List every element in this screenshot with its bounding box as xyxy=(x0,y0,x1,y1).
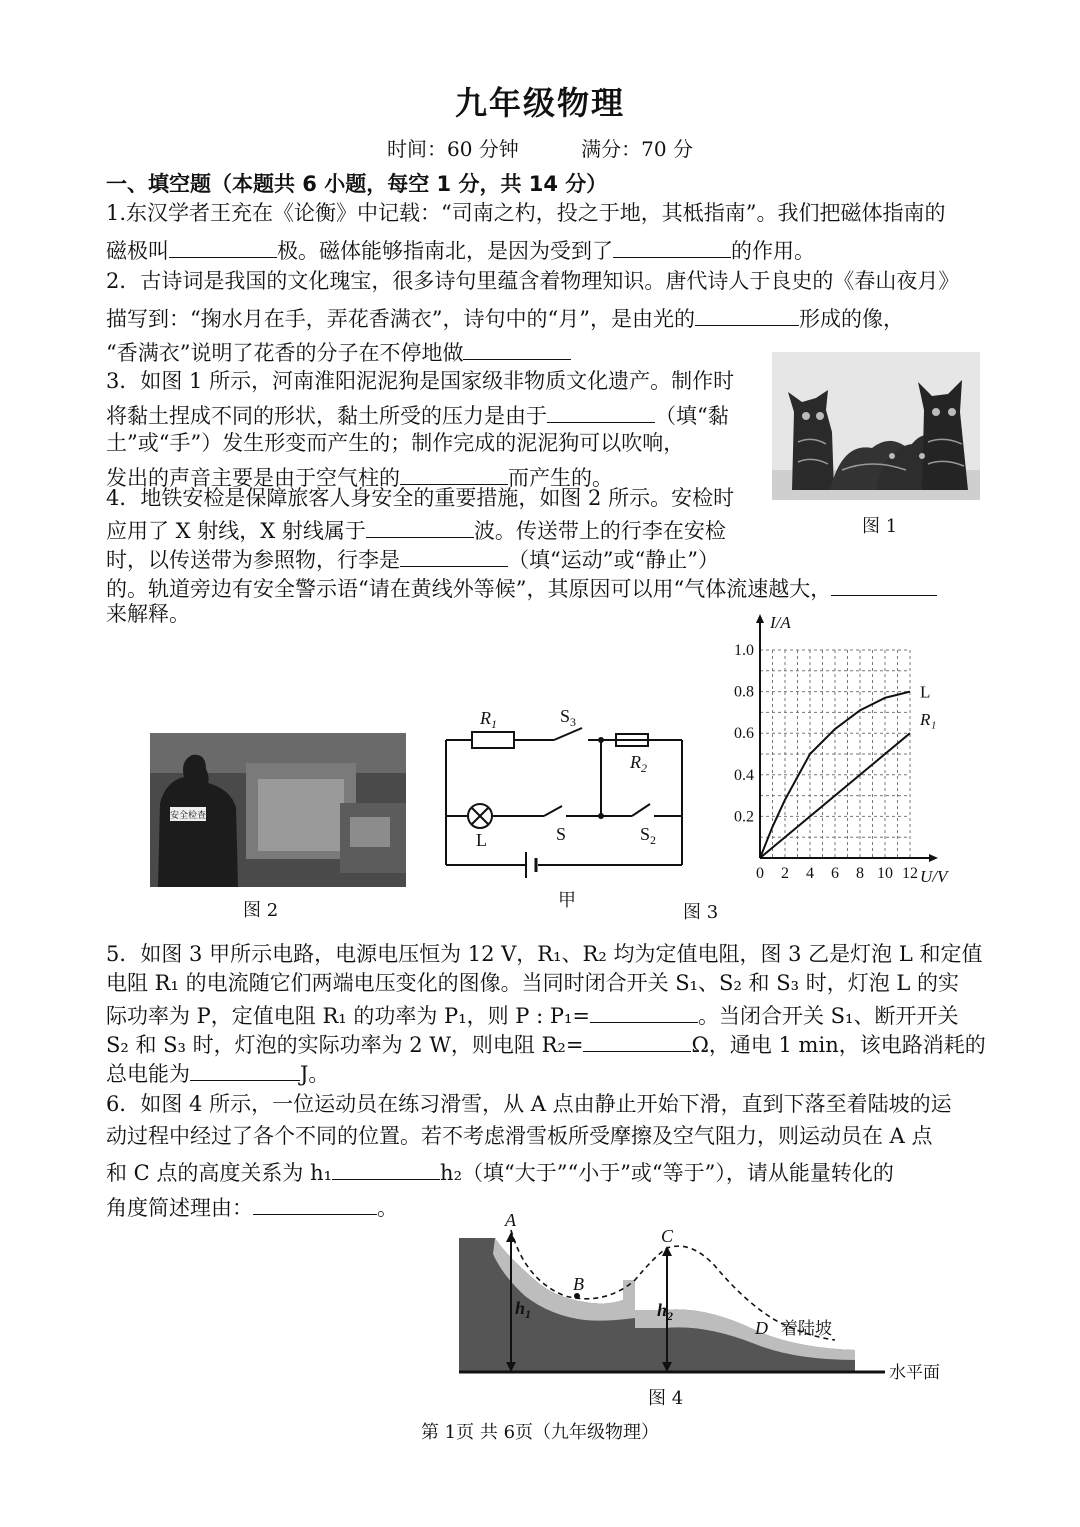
figure-4-caption: 图 4 xyxy=(648,1388,684,1409)
x-tick-label: 10 xyxy=(877,865,893,882)
label-r2-sub: 2 xyxy=(641,761,647,775)
q6-blank1[interactable] xyxy=(332,1157,440,1180)
label-h1: h xyxy=(515,1298,526,1318)
q4-line2 xyxy=(106,515,726,544)
q4-line1: 4．地铁安检是保障旅客人身安全的重要措施，如图 2 所示。安检时 xyxy=(106,486,735,510)
q6-text-b: h₂（填“大于”“小于”或“等于”），请从能量转化的 xyxy=(440,1161,894,1186)
q3-blank2[interactable] xyxy=(400,462,508,485)
label-h2-sub: 2 xyxy=(667,1309,674,1323)
y-axis-label: I/A xyxy=(770,613,791,632)
series-label-lamp: L xyxy=(920,682,931,702)
q3-text-b: （填“黏 xyxy=(655,404,729,429)
point-b: B xyxy=(573,1274,584,1294)
q4-blank3[interactable] xyxy=(831,573,937,596)
q5-blank1[interactable] xyxy=(590,1000,698,1023)
ski-slope-diagram xyxy=(455,1210,975,1385)
q1-line2 xyxy=(106,235,815,264)
q1-line1: 1.东汉学者王充在《论衡》中记载：“司南之杓，投之于地，其柢指南”。我们把磁体指南的 xyxy=(106,201,946,225)
point-a: A xyxy=(505,1210,516,1230)
label-s3: S xyxy=(560,706,571,726)
q4-blank1[interactable] xyxy=(366,515,474,538)
q4-line5: 来解释。 xyxy=(106,602,190,626)
q4-text-c: 时，以传送带为参照物，行李是 xyxy=(106,548,400,573)
label-s2-sub: 2 xyxy=(650,833,657,847)
label-r2: R xyxy=(630,752,641,772)
label-s2: S xyxy=(640,824,651,844)
q5-text-f: J。 xyxy=(300,1062,330,1087)
figure-1-photo xyxy=(772,352,980,500)
q3-line1: 3．如图 1 所示，河南淮阳泥泥狗是国家级非物质文化遗产。制作时 xyxy=(106,369,735,393)
svg-text:R2 xyxy=(629,752,647,775)
clay-dog-figurines xyxy=(772,352,980,500)
iu-graph xyxy=(720,610,960,900)
page-footer: 第 1页 共 6页（九年级物理） xyxy=(420,1422,660,1443)
q2-text-b: 形成的像， xyxy=(798,307,904,332)
q4-line3 xyxy=(106,544,719,573)
q2-line3 xyxy=(106,337,571,366)
page-title: 九年级物理 xyxy=(454,84,625,122)
q6-blank2[interactable] xyxy=(253,1192,377,1215)
y-tick-label: 0.4 xyxy=(734,766,754,784)
q1-blank2[interactable] xyxy=(613,235,731,258)
q2-blank2[interactable] xyxy=(463,337,571,360)
label-h1-sub: 1 xyxy=(525,1307,532,1321)
x-tick-label: 12 xyxy=(902,865,918,882)
q4-line4 xyxy=(106,573,937,602)
x-axis-label: U/V xyxy=(920,867,948,886)
svg-text:S3 xyxy=(560,706,576,729)
figure-2-photo xyxy=(150,733,406,887)
label-lamp: L xyxy=(476,830,487,850)
q4-text-b: 波。传送带上的行李在安检 xyxy=(473,519,726,544)
q3-text-c: 发出的声音主要是由于空气柱的 xyxy=(106,466,400,491)
point-c: C xyxy=(661,1226,674,1246)
security-check-scene xyxy=(150,733,406,887)
q5-line2: 电阻 R₁ 的电流随它们两端电压变化的图像。当同时闭合开关 S₁、S₂ 和 S₃ 时，灯泡 L 的实 xyxy=(106,971,959,995)
q6-line2: 动过程中经过了各个不同的位置。若不考虑滑雪板所受摩擦及空气阻力，则运动员在 A 点 xyxy=(106,1124,933,1148)
q2-line2 xyxy=(106,303,904,332)
figure-3-sub-a: 甲 xyxy=(558,890,576,911)
label-r1: R xyxy=(480,708,491,728)
y-tick-label: 0.2 xyxy=(734,808,754,826)
section-heading: 一、填空题（本题共 6 小题，每空 1 分，共 14 分） xyxy=(106,172,608,196)
q2-blank1[interactable] xyxy=(695,303,799,326)
q1-blank1[interactable] xyxy=(169,235,277,258)
q5-line3 xyxy=(106,1000,958,1029)
q5-line4 xyxy=(106,1029,986,1058)
q5-line1: 5．如图 3 甲所示电路，电源电压恒为 12 V，R₁、R₂ 均为定值电阻，图 3 乙是灯泡 L 和定值 xyxy=(106,942,983,966)
x-tick-label: 6 xyxy=(831,865,839,882)
q6-line3 xyxy=(106,1157,894,1186)
q5-blank2[interactable] xyxy=(583,1029,691,1052)
landing-slope-label: 着陆坡 xyxy=(781,1319,832,1339)
q1-text-a: 磁极叫 xyxy=(106,239,169,264)
q4-text-e: 的。轨道旁边有安全警示语“请在黄线外等候”，其原因可以用“气体流速越大， xyxy=(106,577,832,602)
x-tick-label: 4 xyxy=(806,865,814,882)
svg-text:S2 xyxy=(640,824,656,847)
q3-line3: 土”或“手”）发生形变而产生的；制作完成的泥泥狗可以吹响， xyxy=(106,431,685,455)
figure-3-caption: 图 3 xyxy=(683,902,719,923)
x-tick-label: 0 xyxy=(756,865,764,882)
q4-text-d: （填“运动”或“静止”） xyxy=(508,548,719,573)
exam-score: 满分：70 分 xyxy=(581,137,693,161)
point-d: D xyxy=(755,1318,768,1338)
q3-blank1[interactable] xyxy=(547,400,655,423)
q4-text-a: 应用了 X 射线，X 射线属于 xyxy=(106,519,366,544)
label-r1-sub: 1 xyxy=(491,717,497,731)
q2-text-a: 描写到：“掬水月在手，弄花香满衣”，诗句中的“月”，是由光的 xyxy=(106,307,695,332)
q5-text-d: Ω，通电 1 min，该电路消耗的 xyxy=(691,1033,986,1058)
label-h2: h xyxy=(657,1300,668,1320)
q5-line5 xyxy=(106,1058,329,1087)
q1-text-b: 极。磁体能够指南北，是因为受到了 xyxy=(277,239,613,264)
q5-text-c: S₂ 和 S₃ 时，灯泡的实际功率为 2 W，则电阻 R₂= xyxy=(106,1033,584,1058)
q6-line4 xyxy=(106,1192,398,1221)
y-tick-label: 0.6 xyxy=(734,725,754,743)
security-badge: 安全检查 xyxy=(169,811,207,821)
q2-line1: 2．古诗词是我国的文化瑰宝，很多诗句里蕴含着物理知识。唐代诗人于良史的《春山夜月》 xyxy=(106,269,960,293)
q3-text-d: 而产生的。 xyxy=(508,466,613,491)
q5-blank3[interactable] xyxy=(190,1058,300,1081)
figure-1-caption: 图 1 xyxy=(862,516,898,537)
q6-text-d: 。 xyxy=(377,1196,398,1221)
y-tick-label: 1.0 xyxy=(734,642,754,659)
q5-text-b: 。当闭合开关 S₁、断开开关 xyxy=(697,1004,959,1029)
q6-text-c: 角度简述理由： xyxy=(106,1196,253,1221)
svg-text:h2 xyxy=(657,1300,673,1323)
label-s: S xyxy=(556,824,567,844)
q3-text-a: 将黏土捏成不同的形状，黏土所受的压力是由于 xyxy=(106,404,547,429)
ground-label: 水平面 xyxy=(889,1363,940,1383)
q6-text-a: 和 C 点的高度关系为 h₁ xyxy=(106,1161,333,1186)
y-tick-label: 0.8 xyxy=(734,683,754,701)
q5-text-a: 际功率为 P，定值电阻 R₁ 的功率为 P₁，则 P : P₁= xyxy=(106,1004,590,1029)
q3-line2 xyxy=(106,400,729,429)
series-label-r1: R₁ xyxy=(920,710,937,730)
q4-blank2[interactable] xyxy=(400,544,508,567)
circuit-diagram xyxy=(436,700,696,910)
q2-text-c: “香满衣”说明了花香的分子在不停地做 xyxy=(106,341,464,366)
svg-text:R1 xyxy=(479,708,497,731)
q6-line1: 6．如图 4 所示，一位运动员在练习滑雪，从 A 点由静止开始下滑，直到下落至着陆坡的运 xyxy=(106,1092,952,1116)
x-axis-arrow xyxy=(929,854,938,862)
label-s3-sub: 3 xyxy=(570,715,577,729)
figure-2-caption: 图 2 xyxy=(243,900,279,921)
q5-text-e: 总电能为 xyxy=(106,1062,190,1087)
x-tick-label: 8 xyxy=(856,865,864,882)
q1-text-c: 的作用。 xyxy=(731,239,815,264)
exam-meta xyxy=(0,133,1080,162)
exam-time: 时间：60 分钟 xyxy=(387,137,519,161)
x-tick-label: 2 xyxy=(781,865,789,882)
y-axis-arrow xyxy=(756,614,764,623)
